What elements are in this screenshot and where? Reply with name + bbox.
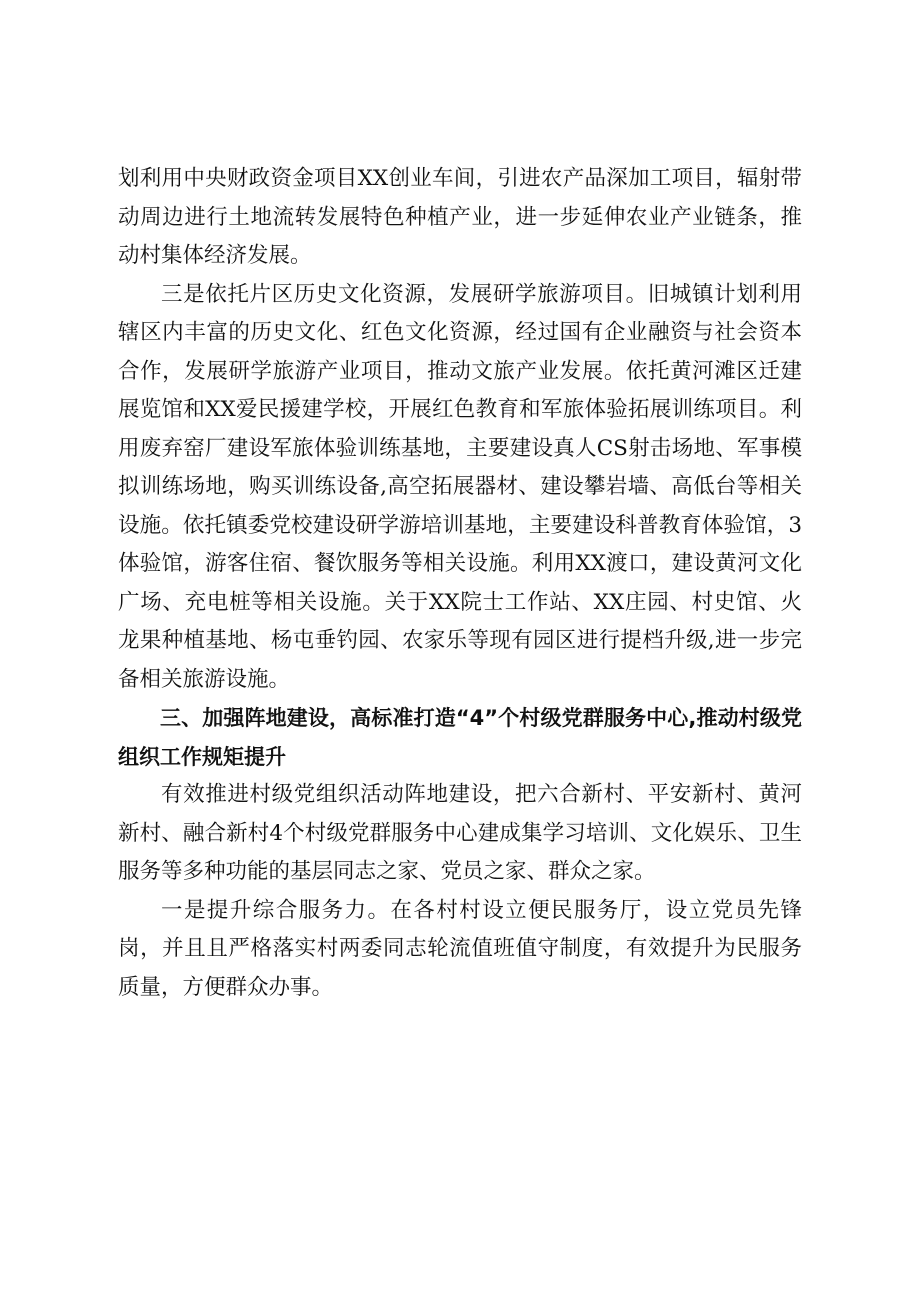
paragraph-continued: 划利用中央财政资金项目XX创业车间，引进农产品深加工项目，辐射带动周边进行土地流转发展特色种植产业，进一步延伸农业产业链条，推动村集体经济发展。 — [118, 166, 802, 268]
document-body — [118, 160, 802, 1007]
paragraph-service-capacity: 一是提升综合服务力。在各村村设立便民服务厅，设立党员先锋岗，并且且严格落实村两委同志轮流值班值守制度，有效提升为民服务质量，方便群众办事。 — [118, 897, 802, 1000]
paragraph-research-tourism: 三是依托片区历史文化资源，发展研学旅游项目。旧城镇计划利用辖区内丰富的历史文化、红色文化资源，经过国有企业融资与社会资本合作，发展研学旅游产业项目，推动文旅产业发展。依托黄河滩区迁建展览馆和XX爱民援建学校，开展红色教育和军旅体验拓展训练项目。利用废弃窑厂建设军旅体验训练基地，主要建设真人CS射击场地、军事模拟训练场地，购买训练设备,高空拓展器材、建设攀岩墙、高低台等相关设施。依托镇委党校建设研学游培训基地，主要建设科普教育体验馆，3体验馆，游客住宿、餐饮服务等相关设施。利用XX渡口，建设黄河文化广场、充电桩等相关设施。关于XX院士工作站、XX庄园、村史馆、火龙果种植基地、杨屯垂钓园、农家乐等现有园区进行提档升级,进一步完备相关旅游设施。 — [118, 281, 802, 692]
paragraph-service-centers: 有效推进村级党组织活动阵地建设，把六合新村、平安新村、黄河新村、融合新村4个村级党群服务中心建成集学习培训、文化娱乐、卫生服务等多种功能的基层同志之家、党员之家、群众之家。 — [118, 782, 802, 884]
section-heading-3: 三、加强阵地建设，高标准打造“4”个村级党群服务中心,推动村级党组织工作规矩提升 — [118, 706, 802, 769]
